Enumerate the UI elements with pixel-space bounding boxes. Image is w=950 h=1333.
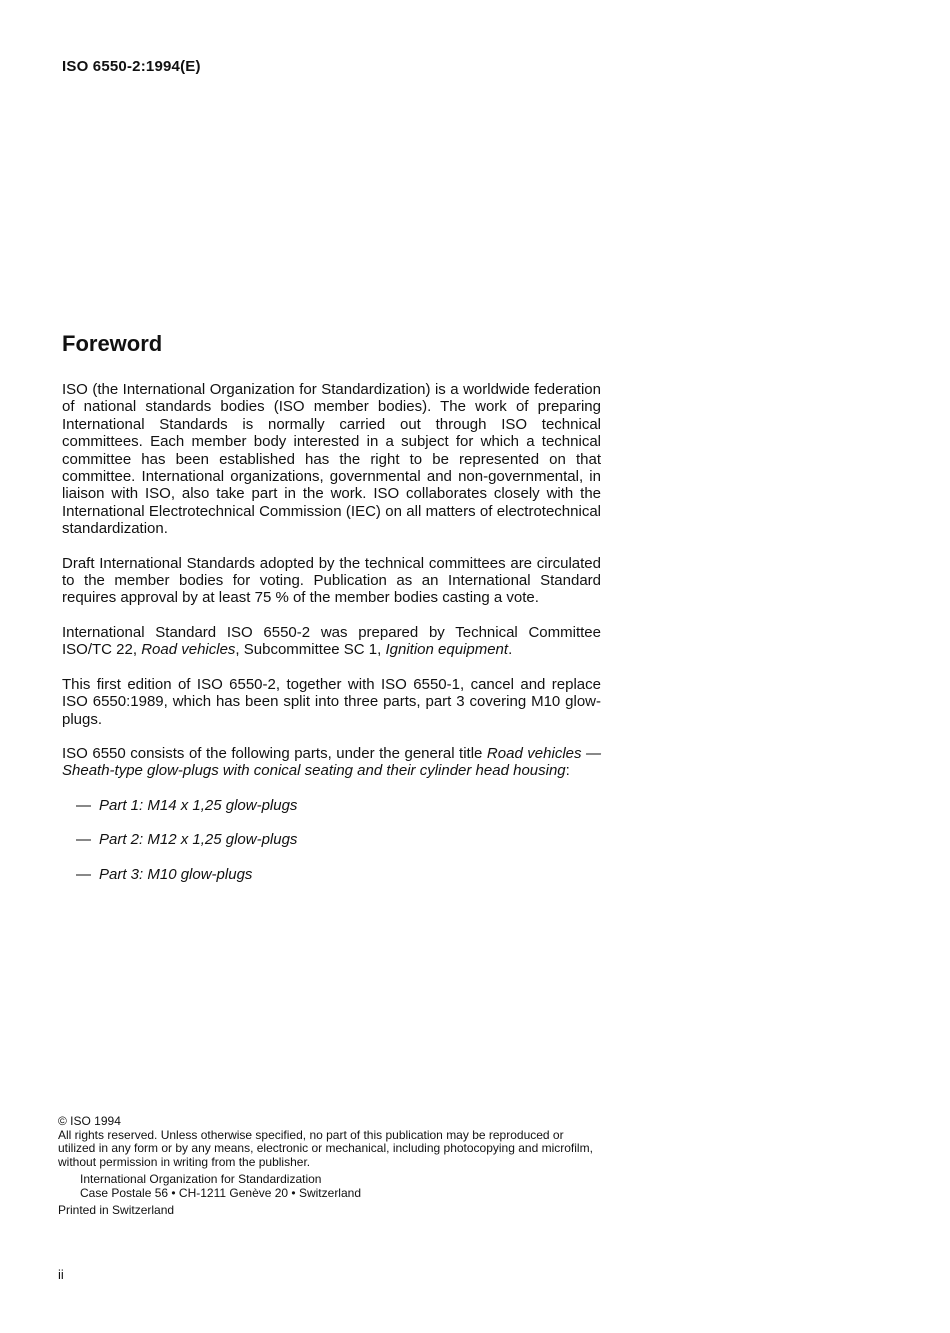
foreword-body [62,381,601,900]
publisher-name: International Organization for Standardization [80,1172,322,1187]
prepared-by-end: . [508,641,513,659]
part-title: Part 1: M14 x 1,25 glow-plugs [99,796,298,814]
list-dash: — [76,865,91,883]
parts-list [62,797,601,883]
subcommittee-text: , Subcommittee SC 1, [235,641,386,659]
list-item [76,866,601,883]
prepared-by-text: International Standard ISO 6550-2 was prepared by Technical Committee ISO/TC 22, [62,623,601,659]
list-item [76,797,601,814]
paragraph-draft-standards: Draft International Standards adopted by the technical committees are circulated to the member bodies for voting. Publication as an International Standard requires approval by at least 75 % of the member bodies casting a vote. [62,554,601,607]
copyright-line: © ISO 1994 [58,1114,121,1128]
paragraph-iso-intro: ISO (the International Organization for Standardization) is a worldwide federation of national standards bodies (ISO member bodies). The work of preparing International Standards is normally carried out through ISO technical committees. Each member body interested in a subject for which a technical committee has been established has the right to be represented on that committee. International organizations, governmental and non-governmental, in liaison with ISO, also take part in the work. ISO collaborates closely with the International Electrotechnical Commission (IEC) on all matters of electrotechnical standardization. [62,381,601,538]
page-number: ii [58,1267,64,1282]
foreword-heading: Foreword [62,331,163,356]
copyright-block [58,1115,603,1217]
list-item [76,831,601,848]
list-dash: — [76,796,91,814]
part-title: Part 2: M12 x 1,25 glow-plugs [99,831,298,849]
document-identifier: ISO 6550-2:1994(E) [62,58,201,75]
subcommittee-title: Ignition equipment [385,641,509,659]
series-general-title: Road vehicles — Sheath-type glow-plugs with conical seating and their cylinder head housing [62,744,602,780]
publisher-address: Case Postale 56 • CH-1211 Genève 20 • Switzerland [80,1185,361,1200]
committee-title: Road vehicles [141,641,236,659]
series-intro-end: : [565,762,570,780]
part-title: Part 3: M10 glow-plugs [99,865,253,883]
paragraph-prepared-by [62,624,601,659]
printed-in: Printed in Switzerland [58,1202,175,1217]
series-intro-text: ISO 6550 consists of the following parts, under the general title [62,744,487,762]
list-dash: — [76,831,91,849]
rights-statement: All rights reserved. Unless otherwise specified, no part of this publication may be reproduced or utilized in any form or by any means, electronic or mechanical, including photocopying and microfilm, without permission in writing from the publisher. [58,1127,593,1169]
paragraph-first-edition: This first edition of ISO 6550-2, together with ISO 6550-1, cancel and replace ISO 6550:1989, which has been split into three parts, part 3 covering M10 glow-plugs. [62,675,601,728]
paragraph-series-parts [62,745,601,780]
